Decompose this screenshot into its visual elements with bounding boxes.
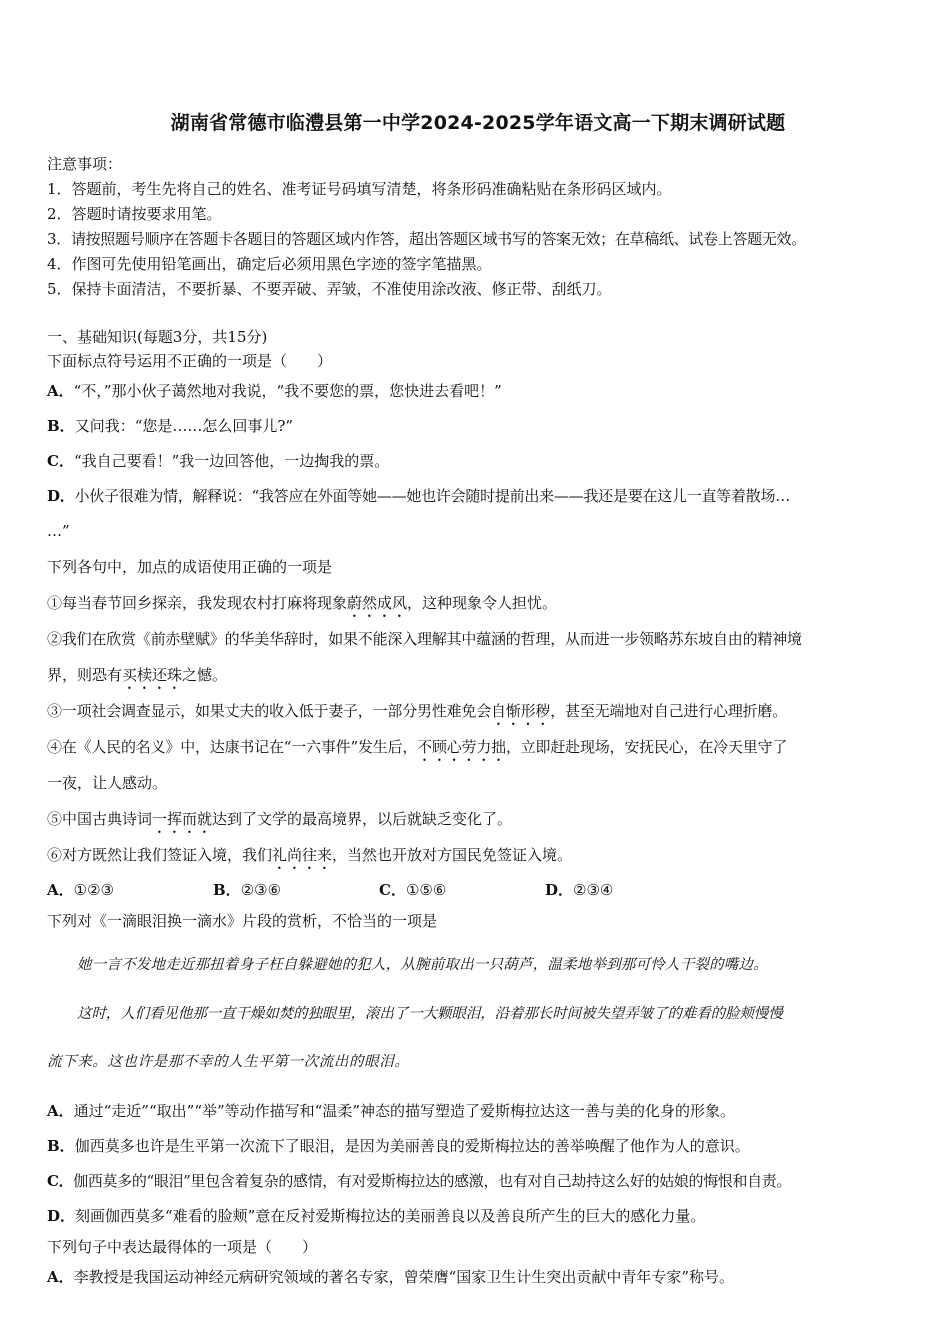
sentence-text: 一夜，让人感动。 <box>47 773 168 792</box>
sentence-text: ，当然也开放对方国民免签证入境。 <box>332 845 573 864</box>
dotted-idiom: 礼尚往来 <box>272 845 333 864</box>
sentence-text: 之憾。 <box>182 665 228 684</box>
notes-heading: 注意事项： <box>47 154 123 173</box>
option-text: ②③④ <box>573 880 614 899</box>
option-b <box>47 409 909 444</box>
sentence-text: 界，则恐有 <box>47 665 123 684</box>
notes-item: 2．答题时请按要求用笔。 <box>47 204 222 223</box>
option-label: B． <box>213 880 241 899</box>
notes-item: 5．保持卡面清洁，不要折暴、不要弄破、弄皱，不准使用涂改液、修正带、刮纸刀。 <box>47 279 612 298</box>
option-text: “我自己要看！”我一边回答他，一边掏我的票。 <box>73 451 390 470</box>
option-label: A． <box>47 381 74 400</box>
dotted-idiom: 蔚然成风 <box>347 593 408 612</box>
option-label: A． <box>47 1101 74 1120</box>
sentence-text: ⑤中国古典诗词 <box>47 809 153 828</box>
sentence-text: ①每当春节回乡探亲，我发现农村打麻将现象 <box>47 593 348 612</box>
sentence-item <box>47 693 909 729</box>
option-a <box>47 1260 909 1295</box>
notes-item: 1．答题前，考生先将自己的姓名、准考证号码填写清楚，将条形码准确粘贴在条形码区域内。 <box>47 179 672 198</box>
option-text: 小伙子很难为情，解释说：“我答应在外面等她——她也许会随时提前出来——我还是要在这儿一直等着散场… <box>74 486 790 505</box>
choice-a <box>47 873 213 908</box>
option-text: 李教授是我国运动神经元病研究领域的著名专家，曾荣膺“国家卫生计生突出贡献中青年专家”称号。 <box>73 1267 734 1286</box>
option-label: D． <box>545 880 574 899</box>
question-stem: 下列对《一滴眼泪换一滴水》片段的赏析，不恰当的一项是 <box>47 911 438 930</box>
question-stem: 下列各句中，加点的成语使用正确的一项是 <box>47 557 333 576</box>
option-text: 刻画伽西莫多“难看的脸颊”意在反衬爱斯梅拉达的美丽善良以及善良所产生的巨大的感化力量。 <box>75 1206 706 1225</box>
sentence-item <box>47 765 909 801</box>
sentence-text: ③一项社会调查显示，如果丈夫的收入低于妻子，一部分男性难免会 <box>47 701 492 720</box>
option-label: C． <box>47 451 74 470</box>
sentence-item <box>47 801 909 837</box>
sentence-item <box>47 837 909 873</box>
exam-page <box>47 112 909 1295</box>
option-text: 通过“走近”“取出”“举”等动作描写和“温柔”神态的描写塑造了爱斯梅拉达这一善与美的化身的形象。 <box>73 1101 735 1120</box>
option-c <box>47 444 909 479</box>
option-text: 伽西莫多也许是生平第一次流下了眼泪，是因为美丽善良的爱斯梅拉达的善举唤醒了他作为人的意识。 <box>74 1136 750 1155</box>
question-stem: 下面标点符号运用不正确的一项是（ ） <box>47 351 333 370</box>
option-label: D． <box>47 1206 76 1225</box>
option-d <box>47 1199 909 1234</box>
sentence-item <box>47 657 909 693</box>
option-c <box>47 1164 909 1199</box>
passage-line: 这时，人们看见他那一直干燥如焚的独眼里，滚出了一大颗眼泪，沿着那长时间被失望弄皱了的难看的脸颊慢慢 <box>77 1005 783 1022</box>
option-d <box>47 479 909 514</box>
dotted-idiom: 不顾心劳力拙 <box>417 737 506 756</box>
question-stem: 下列句子中表达最得体的一项是（ ） <box>47 1237 318 1256</box>
dotted-idiom: 自惭形秽 <box>491 701 551 720</box>
option-label: D． <box>47 486 75 505</box>
option-text: ①⑤⑥ <box>405 880 447 899</box>
section-heading: 一、基础知识(每题3分，共15分) <box>47 327 268 346</box>
notes-section <box>47 152 909 302</box>
option-a <box>47 374 909 409</box>
sentence-text: 达到了文学的最高境界，以后就缺乏变化了。 <box>212 809 513 828</box>
option-label: B． <box>47 1136 75 1155</box>
choice-d <box>545 873 711 908</box>
option-label: C． <box>47 1171 74 1190</box>
sentence-item <box>47 621 909 657</box>
option-text: 又问我：“您是……怎么回事儿?” <box>74 416 294 435</box>
notes-item: 4．作图可先使用铅笔画出，确定后必须用黑色字迹的签字笔描黑。 <box>47 254 492 273</box>
option-a <box>47 1094 909 1129</box>
option-b <box>47 1129 909 1164</box>
option-text: ①②③ <box>73 880 114 899</box>
sentence-text: ，甚至无端地对自己进行心理折磨。 <box>550 701 788 720</box>
option-text: ②③⑥ <box>240 880 282 899</box>
passage-line: 她一言不发地走近那扭着身子枉自躲避她的犯人，从腕前取出一只葫芦，温柔地举到那可怜人干裂的嘴边。 <box>77 957 768 974</box>
page-title: 湖南省常德市临澧县第一中学2024-2025学年语文高一下期末调研试题 <box>170 112 786 134</box>
passage <box>47 948 909 1079</box>
sentence-item <box>47 585 909 621</box>
dotted-idiom: 一挥而就 <box>152 809 213 828</box>
option-label: A． <box>47 880 74 899</box>
sentence-text: ②我们在欣赏《前赤壁赋》的华美华辞时，如果不能深入理解其中蕴涵的哲理，从而进一步领略苏东坡自由的精神境 <box>47 629 802 648</box>
choice-b <box>213 873 379 908</box>
sentence-text: ，这种现象令人担忧。 <box>407 593 558 612</box>
sentence-text: ⑥对方既然让我们签证入境，我们 <box>47 845 273 864</box>
option-text: 伽西莫多的“眼泪”里包含着复杂的感情，有对爱斯梅拉达的感激，也有对自己劫持这么好的姑娘的悔恨和自责。 <box>73 1171 792 1190</box>
choices-row <box>47 873 909 908</box>
option-label: A． <box>47 1267 74 1286</box>
dotted-idiom: 买椟还珠 <box>122 665 183 684</box>
passage-line: 流下来。这也许是那不幸的人生平第一次流出的眼泪。 <box>47 1054 410 1071</box>
sentence-text: ④在《人民的名义》中，达康书记在“一六事件”发生后， <box>47 737 418 756</box>
notes-item: 3．请按照题号顺序在答题卡各题目的答题区域内作答，超出答题区域书写的答案无效；在草稿纸、试卷上答题无效。 <box>47 229 806 248</box>
option-label: B． <box>47 416 75 435</box>
option-d-continued: …” <box>47 521 70 540</box>
option-label: C． <box>379 880 406 899</box>
choice-c <box>379 873 545 908</box>
sentence-item <box>47 729 909 765</box>
option-text: “不，”那小伙子蔼然地对我说，“我不要您的票，您快进去看吧！” <box>73 381 502 400</box>
sentence-text: ，立即赶赴现场，安抚民心，在冷天里守了 <box>505 737 788 756</box>
